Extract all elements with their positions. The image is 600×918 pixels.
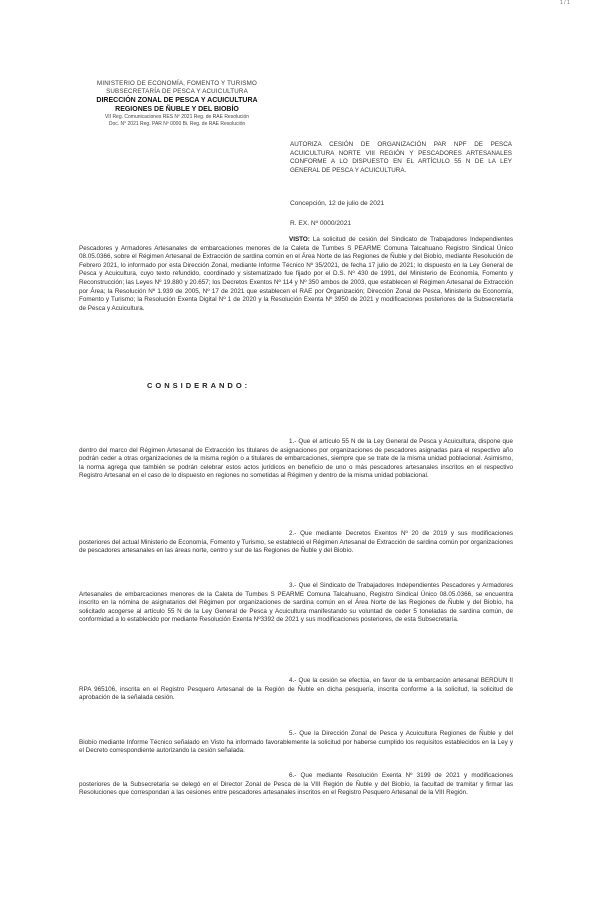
considerando-2 bbox=[79, 530, 513, 556]
place-date: Concepción, 12 de julio de 2021 bbox=[290, 200, 385, 207]
page-counter: 1 / 1 bbox=[560, 0, 570, 6]
resolution-number: R. EX. Nº 0000/2021 bbox=[290, 220, 352, 227]
regions-line: REGIONES DE ÑUBLE Y DEL BIOBÍO bbox=[115, 106, 239, 113]
considerando-number: 1.- bbox=[289, 438, 297, 445]
visto-text: La solicitud de cesión del Sindicato de Trabajadores Independientes Pescadores y Armadores Artesanales de embarcaciones menores de la Caleta de Tumbes S PEARME Comuna Talcahuano Registro Sindical Único 08.05.0366, sobre el Régimen Artesanal de Extracción de sardina común en el Área Norte de las Regiones de Ñuble y del Biobío, mediante Resolución de Febrero 2021, lo informado por esta Dirección Zonal, mediante Informe Técnico Nº 35/2021, de fecha 17 julio de 2021; lo dispuesto en la Ley General de Pesca y Acuicultura, cuyo texto refundido, coordinado y sistematizado fue fijado por el D.S. Nº 430 de 1991, del Ministerio de Economía, Fomento y Reconstrucción; las Leyes Nº 19.880 y 20.657; los Decretos Exentos Nº 114 y Nº 350 ambos de 2003, que establecen el Régimen Artesanal de Extracción por Área; la Resolución Nº 1.939 de 2005, Nº 17 de 2021 que establecen el RAE por Organización; Dirección Zonal de Pesca, Ministerio de Economía, Fomento y Turismo; la Resolución Exenta Digital Nº 1 de 2020 y la Resolución Exenta Nº 3950 de 2021 y modificaciones posteriores de la Subsecretaría de Pesca y Acuicultura. bbox=[79, 236, 514, 312]
visto-paragraph bbox=[79, 236, 513, 313]
considerando-text: Que el artículo 55 N de la Ley General de Pesca y Acuicultura, dispone que dentro del marco del Régimen Artesanal de Extracción los titulares de asignaciones por organizaciones de pescadores asignadas para el respectivo año podrán ceder a otras organizaciones de la misma región o a titulares de embarcaciones, siempre que se trate de la misma unidad poblacional. Asimismo, la norma agrega que también se podrán celebrar estos actos jurídicos en beneficio de uno o más pescadores artesanales inscritos en el respectivo Registro Artesanal en el caso de lo dispuesto en regiones no sometidas al Régimen y dentro de la misma unidad poblacional. bbox=[79, 438, 513, 480]
considerando-title: CONSIDERANDO: bbox=[147, 381, 251, 390]
considerando-number: 4.- bbox=[289, 677, 297, 684]
considerando-5 bbox=[79, 730, 513, 756]
reference-line-2: Doc. N° 2021 Reg. PAR Nº 0000 Bi. Reg. de RAE Resolución bbox=[108, 120, 246, 127]
considerando-text: Que la cesión se efectúa, en favor de la embarcación artesanal BERDUN II RPA 965106, inscrita en el Registro Pesquero Artesanal de la Región de Ñuble en dicha pesquería, inscrita conforme a la solicitud, la solicitud de aprobación de la señalada cesión. bbox=[79, 677, 513, 702]
considerando-number: 2.- bbox=[289, 530, 297, 537]
considerando-text: Que mediante Decretos Exentos Nº 20 de 2019 y sus modificaciones posteriores del actual Ministerio de Economía, Fomento y Turismo, se estableció el Régimen Artesanal de Extracción de sardina común por organizaciones de pescadores artesanales en las áreas norte, centro y sur de las Regiones de Ñuble y del Biobío. bbox=[79, 530, 513, 555]
considerando-4 bbox=[79, 677, 513, 703]
considerando-number: 6.- bbox=[289, 772, 297, 779]
zonal-direction-line: DIRECCIÓN ZONAL DE PESCA Y ACUICULTURA bbox=[96, 97, 258, 104]
considerando-text: Que mediante Resolución Exenta Nº 3199 de 2021 y modificaciones posteriores de la Subsecretaría se delegó en el Director Zonal de Pesca de la VIII Región de Ñuble y del Biobío, la facultad de tramitar y firmar las Resoluciones que correspondan a las cesiones entre pescadores artesanales inscritos en el Registro Pesquero Artesanal de la VIII Región. bbox=[79, 772, 513, 797]
considerando-3 bbox=[79, 582, 513, 625]
considerando-1 bbox=[79, 438, 513, 481]
ministry-line: MINISTERIO DE ECONOMÍA, FOMENTO Y TURISMO bbox=[96, 80, 258, 87]
subsecretary-line: SUBSECRETARÍA DE PESCA Y ACUICULTURA bbox=[106, 88, 248, 95]
considerando-text: Que el Sindicato de Trabajadores Independientes Pescadores y Armadores Artesanales de embarcaciones menores de la Caleta de Tumbes S PEARME Comuna Talcahuano, Registro Sindical Único 08.05.0366, se encuentra inscrito en la nómina de asignatarios del Régimen por organizaciones de sardina común en el Área Norte de las Regiones de Ñuble y del Biobío, ha solicitado acogerse al artículo 55 N de la Ley General de Pesca y Acuicultura manifestando su voluntad de ceder 5 toneladas de sardina común, de conformidad a lo establecido por mediante Resolución Exenta Nº3392 de 2021 y sus modificaciones posteriores, de esta Subsecretaría. bbox=[79, 582, 513, 624]
letterhead bbox=[62, 80, 292, 127]
considerando-number: 3.- bbox=[289, 582, 297, 589]
considerando-number: 5.- bbox=[289, 730, 297, 737]
resolution-subject: AUTORIZA CESIÓN DE ORGANIZACIÓN PAR NPF DE PESCA ACUICULTURA NORTE VIII REGIÓN Y PESCADORES ARTESANALES CONFORME A LO DISPUESTO EN EL ARTÍCULO 55 N DE LA LEY GENERAL DE PESCA Y ACUICULTURA. bbox=[290, 141, 512, 174]
considerando-text: Que la Dirección Zonal de Pesca y Acuicultura Regiones de Ñuble y del Biobío mediante Informe Técnico señalado en Visto ha informado favorablemente la solicitud por haberse cumplido los requisitos establecidos en la Ley y el Decreto correspondiente autorizando la cesión señalada. bbox=[79, 730, 513, 755]
visto-label: VISTO: bbox=[289, 236, 310, 243]
considerando-6 bbox=[79, 772, 513, 798]
reference-line-1: VII Reg. Comunicaciones RES Nº 2021 Reg. de RAE Resolución bbox=[104, 114, 250, 120]
